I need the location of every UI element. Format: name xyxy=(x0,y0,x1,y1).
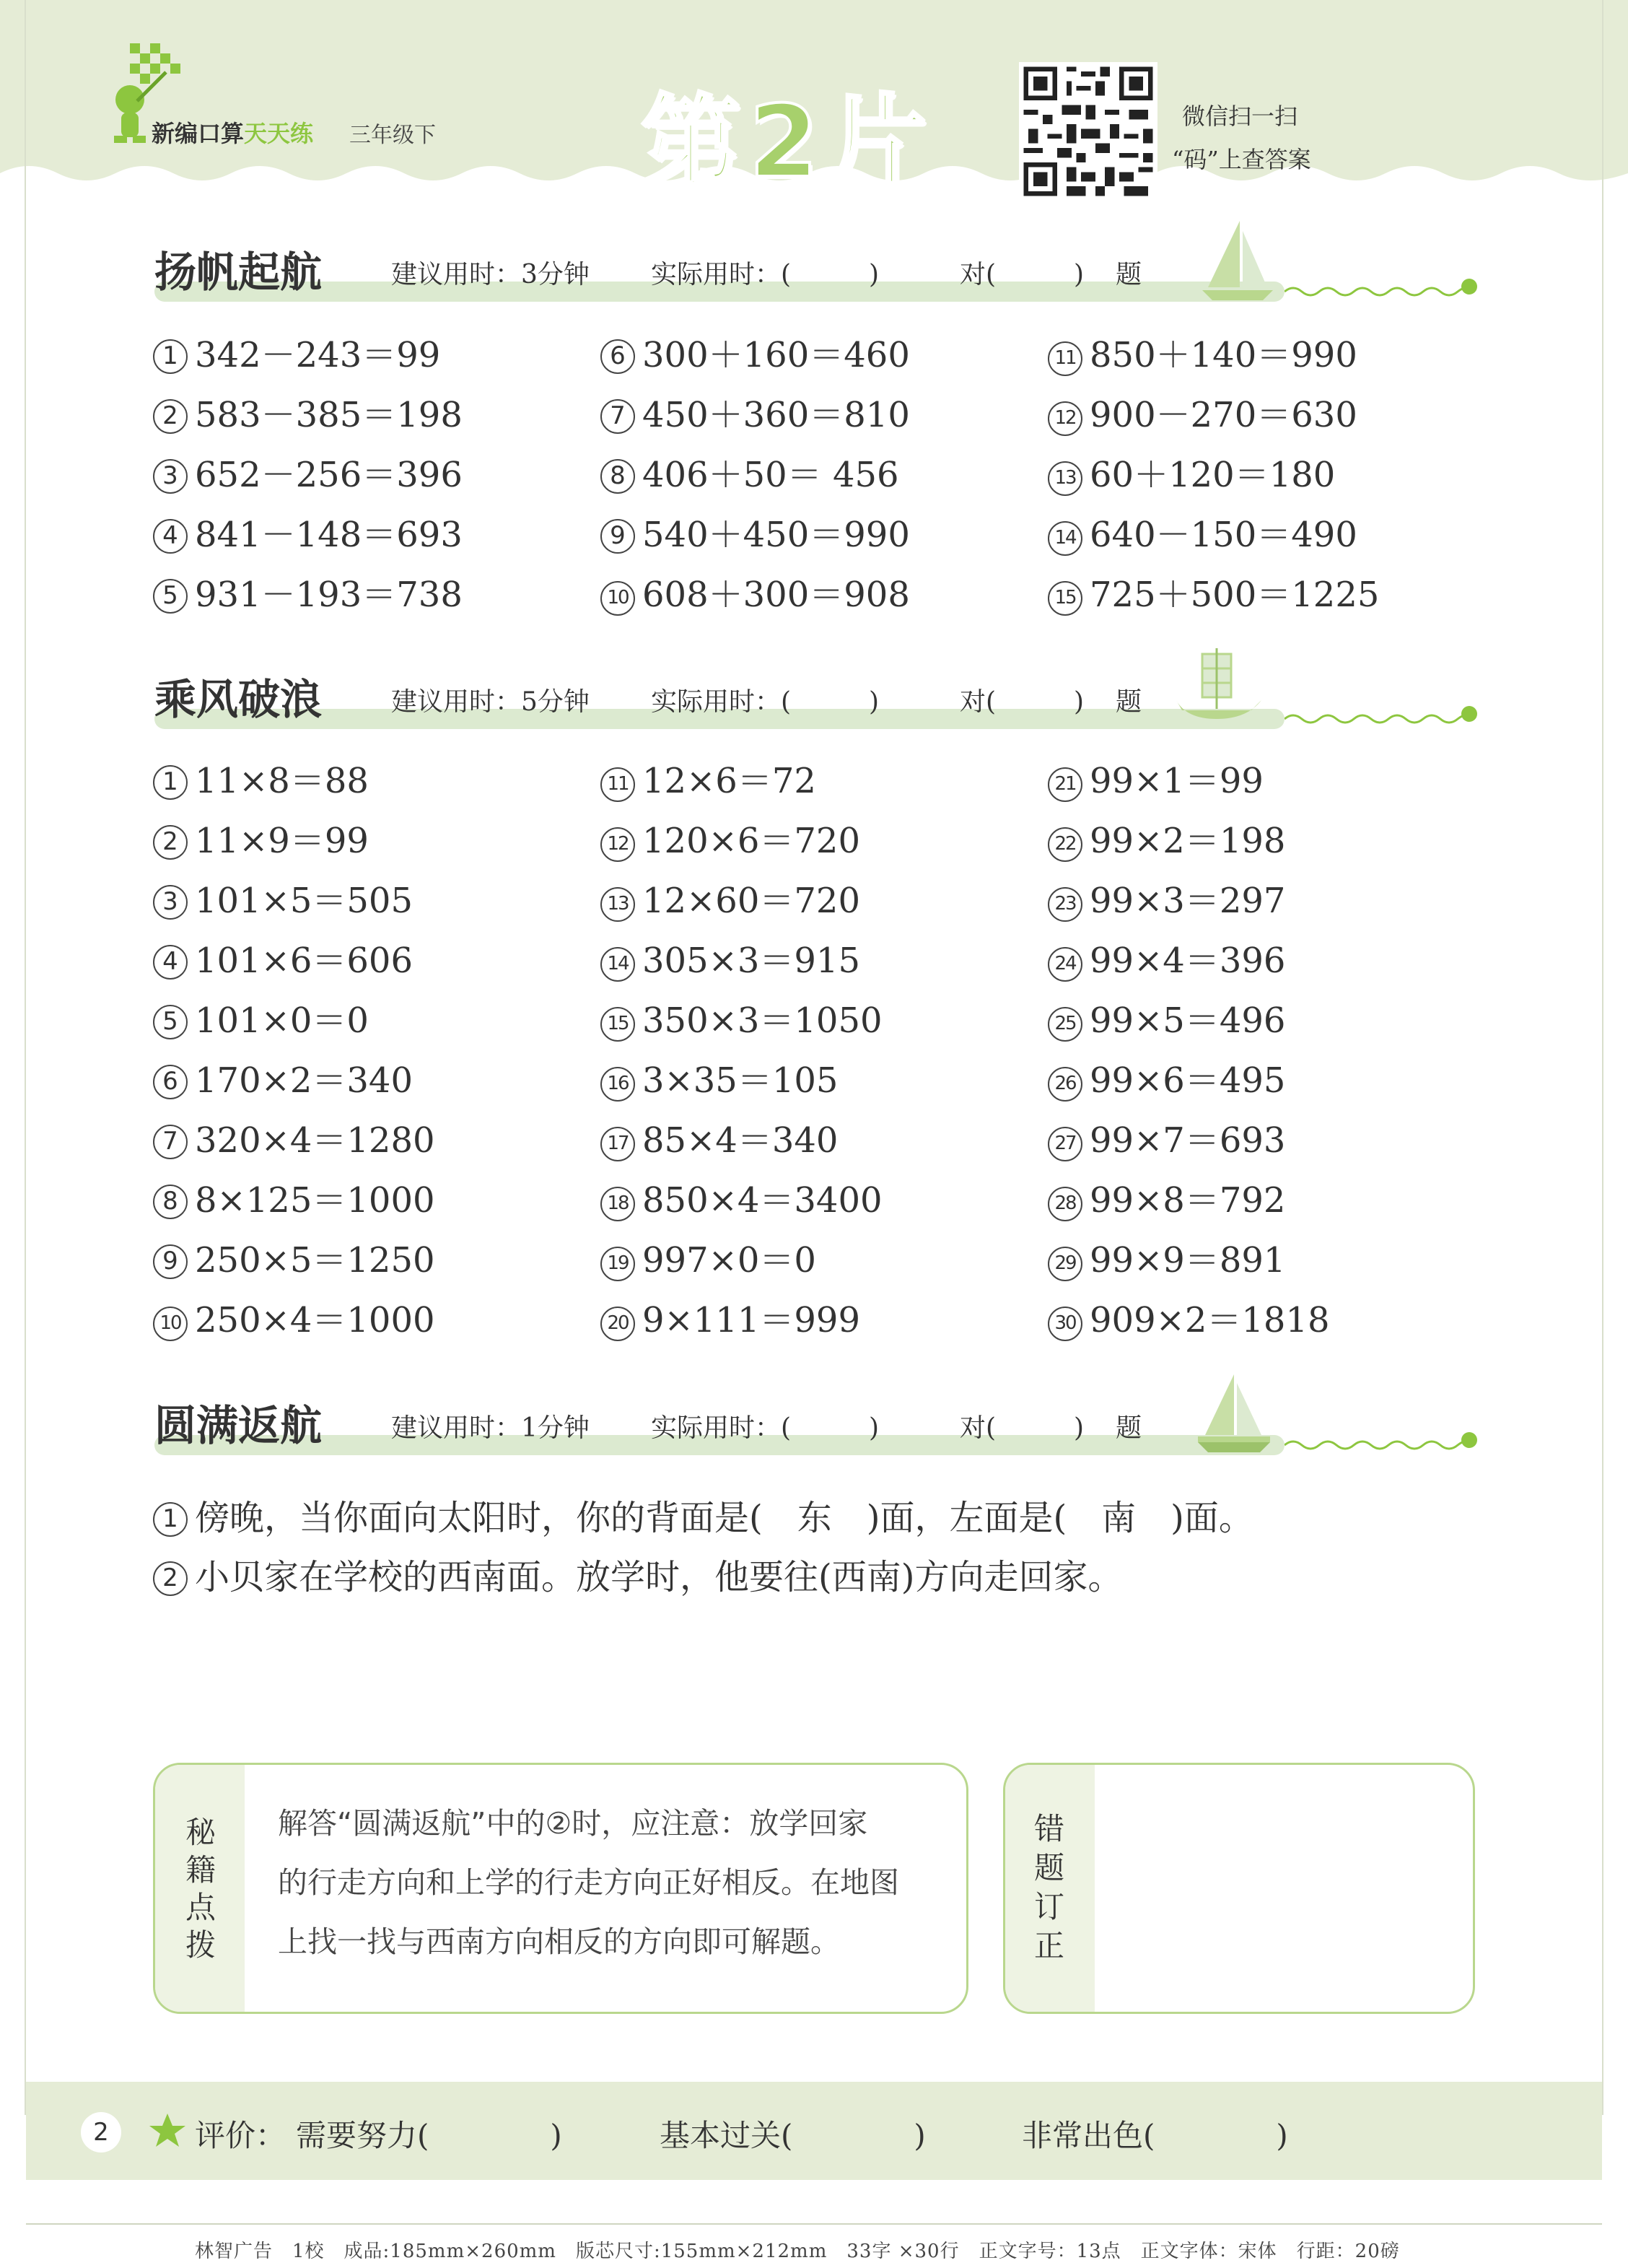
problem-expression: 11×8＝88 xyxy=(195,761,369,801)
problem-expression: 406＋50＝ 456 xyxy=(642,455,899,495)
problem-number: 8 xyxy=(153,1185,188,1219)
section-header-3 xyxy=(152,1392,1472,1464)
problem-number: 3 xyxy=(153,885,188,920)
problem-number: 8 xyxy=(600,459,635,494)
problem-item xyxy=(153,515,463,555)
tips-line: 上找一找与西南方向相反的方向即可解题。 xyxy=(278,1924,840,1959)
problem-expression: 583－385＝198 xyxy=(195,395,463,435)
actual-time-field[interactable]: 实际用时：( ) xyxy=(651,1413,880,1443)
word-problem-2 xyxy=(153,1549,1122,1599)
problem-expression: 99×1＝99 xyxy=(1090,761,1264,801)
problem-expression: 101×5＝505 xyxy=(195,881,413,921)
brand-part1: 新编口算 xyxy=(152,120,245,147)
problem-number: 7 xyxy=(153,1125,188,1159)
actual-time-field[interactable]: 实际用时：( ) xyxy=(651,687,880,717)
section-title: 圆满返航 xyxy=(154,1401,323,1450)
eval-option-basic-pass[interactable]: 基本过关( ) xyxy=(660,2118,926,2153)
bottom-divider xyxy=(26,2223,1602,2225)
tips-line: 解答“圆满返航”中的②时，应注意：放学回家 xyxy=(278,1806,868,1841)
evaluation-label: 评价： xyxy=(195,2118,286,2153)
problem-item xyxy=(153,821,369,861)
star-icon xyxy=(147,2111,188,2151)
problem-item xyxy=(153,1000,369,1041)
section-header-2 xyxy=(152,666,1472,738)
problem-item xyxy=(600,761,816,802)
problem-expression: 342－243＝99 xyxy=(195,335,441,375)
problem-expression: 101×6＝606 xyxy=(195,941,413,981)
tips-text xyxy=(278,1794,956,1971)
problem-expression: 99×5＝496 xyxy=(1090,1000,1286,1041)
problem-number: 11 xyxy=(1048,341,1082,376)
problem-number: 16 xyxy=(600,1067,635,1102)
problem-text: 傍晚，当你面向太阳时，你的背面是( 东 )面，左面是( 南 )面。 xyxy=(195,1498,1253,1538)
problem-item xyxy=(1048,761,1264,802)
wave-line-decoration xyxy=(1285,273,1479,302)
problem-expression: 99×9＝891 xyxy=(1090,1240,1286,1281)
sailboat-icon xyxy=(1191,1370,1277,1457)
problem-item xyxy=(600,515,910,555)
problem-number: 1 xyxy=(153,765,188,800)
problem-number: 27 xyxy=(1048,1127,1082,1161)
qr-hint-line1: 微信扫一扫 xyxy=(1182,103,1298,130)
problem-item xyxy=(1048,941,1285,982)
problem-item xyxy=(153,1060,413,1101)
problem-number: 23 xyxy=(1048,887,1082,922)
problem-expression: 3×35＝105 xyxy=(642,1060,839,1101)
problem-expression: 250×4＝1000 xyxy=(195,1300,435,1340)
problem-expression: 11×9＝99 xyxy=(195,821,369,861)
problem-item xyxy=(1048,335,1357,376)
problem-item xyxy=(1048,821,1285,862)
problem-number: 18 xyxy=(600,1187,635,1221)
problem-number: 22 xyxy=(1048,827,1082,862)
problem-number: 1 xyxy=(153,339,188,374)
problem-number: 1 xyxy=(153,1502,188,1537)
suggested-time: 建议用时：5分钟 xyxy=(391,687,590,717)
problem-number: 2 xyxy=(153,1561,188,1596)
problem-expression: 8×125＝1000 xyxy=(195,1180,435,1221)
problem-expression: 850＋140＝990 xyxy=(1090,335,1357,375)
problem-item xyxy=(153,575,463,615)
problem-item xyxy=(1048,575,1379,616)
problem-item xyxy=(600,1120,838,1161)
problem-number: 3 xyxy=(153,459,188,494)
problem-item xyxy=(1048,1240,1285,1281)
problem-item xyxy=(153,1240,435,1281)
grade-label: 三年级下 xyxy=(349,123,436,148)
qr-code-icon[interactable] xyxy=(1019,62,1157,201)
problem-number: 17 xyxy=(600,1127,635,1161)
page-number: 2 xyxy=(81,2112,121,2153)
problem-item xyxy=(600,1060,838,1102)
problem-item xyxy=(600,821,860,862)
problem-number: 10 xyxy=(600,581,635,616)
problem-number: 2 xyxy=(153,399,188,434)
suggested-time: 建议用时：3分钟 xyxy=(391,260,590,289)
problem-number: 2 xyxy=(153,825,188,860)
problem-expression: 101×0＝0 xyxy=(195,1000,369,1041)
problem-expression: 931－193＝738 xyxy=(195,575,463,615)
tips-line: 的行走方向和上学的行走方向正好相反。在地图 xyxy=(278,1865,899,1900)
page-title: 第2片 xyxy=(641,84,936,200)
problem-item xyxy=(1048,395,1357,436)
problem-expression: 250×5＝1250 xyxy=(195,1240,435,1281)
problem-item xyxy=(1048,1000,1285,1042)
qr-hint-line2: “码”上查答案 xyxy=(1172,146,1311,173)
problem-number: 9 xyxy=(600,519,635,554)
wave-line-decoration xyxy=(1285,700,1479,729)
word-problem-1 xyxy=(153,1490,1253,1540)
problem-expression: 99×2＝198 xyxy=(1090,821,1286,861)
problem-number: 24 xyxy=(1048,947,1082,982)
problem-expression: 85×4＝340 xyxy=(642,1120,839,1161)
sailboat-icon xyxy=(1198,217,1277,303)
problem-number: 9 xyxy=(153,1244,188,1279)
problem-expression: 640－150＝490 xyxy=(1090,515,1357,555)
tips-box xyxy=(153,1763,968,2014)
problem-expression: 608＋300＝908 xyxy=(642,575,910,615)
actual-time-field[interactable]: 实际用时：( ) xyxy=(651,260,880,289)
problem-number: 5 xyxy=(153,1005,188,1039)
problem-expression: 841－148＝693 xyxy=(195,515,463,555)
problem-number: 15 xyxy=(600,1007,635,1042)
problem-number: 28 xyxy=(1048,1187,1082,1221)
problem-item xyxy=(600,395,910,435)
problem-expression: 300＋160＝460 xyxy=(642,335,910,375)
problem-expression: 99×8＝792 xyxy=(1090,1180,1286,1221)
problem-item xyxy=(600,1180,883,1221)
question-unit: 题 xyxy=(1116,1413,1142,1443)
correct-count-field[interactable]: 对( ) xyxy=(960,260,1085,289)
suggested-time: 建议用时：1分钟 xyxy=(391,1413,590,1443)
problem-item xyxy=(153,455,463,495)
section-dot xyxy=(1461,279,1477,295)
viking-ship-icon xyxy=(1172,644,1266,730)
eval-option-needs-effort[interactable]: 需要努力( ) xyxy=(296,2118,562,2153)
problem-item xyxy=(1048,881,1285,922)
problem-item xyxy=(600,881,860,922)
problem-item xyxy=(153,1180,435,1221)
wave-line-decoration xyxy=(1285,1426,1479,1455)
problem-number: 4 xyxy=(153,945,188,980)
section-dot xyxy=(1461,706,1477,722)
problem-number: 13 xyxy=(1048,461,1082,496)
problem-expression: 450＋360＝810 xyxy=(642,395,910,435)
problem-expression: 99×3＝297 xyxy=(1090,881,1286,921)
problem-number: 20 xyxy=(600,1307,635,1341)
problem-expression: 725＋500＝1225 xyxy=(1090,575,1380,615)
problem-number: 19 xyxy=(600,1247,635,1281)
problem-expression: 909×2＝1818 xyxy=(1090,1300,1330,1340)
problem-item xyxy=(600,1300,860,1341)
problem-expression: 12×60＝720 xyxy=(642,881,860,921)
print-info: 林智广告 1校 成品:185mm×260mm 版芯尺寸:155mm×212mm 33字 ×30行 正文字号：13点 正文字体：宋体 行距：20磅 xyxy=(195,2241,1400,2262)
tips-label: 秘籍点拨 xyxy=(185,1815,216,1963)
problem-number: 10 xyxy=(153,1307,188,1341)
correct-count-field[interactable]: 对( ) xyxy=(960,687,1085,717)
problem-item xyxy=(600,1000,883,1042)
problem-expression: 900－270＝630 xyxy=(1090,395,1357,435)
problem-expression: 99×6＝495 xyxy=(1090,1060,1286,1101)
problem-number: 30 xyxy=(1048,1307,1082,1341)
problem-item xyxy=(1048,455,1335,496)
problem-item xyxy=(1048,1060,1285,1102)
problem-item xyxy=(600,941,860,982)
correct-count-field[interactable]: 对( ) xyxy=(960,1413,1085,1443)
question-unit: 题 xyxy=(1116,260,1142,289)
problem-number: 5 xyxy=(153,579,188,614)
problem-number: 13 xyxy=(600,887,635,922)
problem-item xyxy=(153,335,440,375)
problem-number: 25 xyxy=(1048,1007,1082,1042)
problem-number: 12 xyxy=(1048,401,1082,436)
problem-item xyxy=(1048,515,1357,556)
error-correction-label: 错题订正 xyxy=(1034,1811,1065,1963)
problem-expression: 652－256＝396 xyxy=(195,455,463,495)
problem-expression: 60＋120＝180 xyxy=(1090,455,1336,495)
problem-expression: 850×4＝3400 xyxy=(642,1180,883,1221)
problem-item xyxy=(153,881,413,921)
problem-expression: 350×3＝1050 xyxy=(642,1000,883,1041)
problem-item xyxy=(153,395,463,435)
problem-item xyxy=(1048,1180,1285,1221)
problem-number: 29 xyxy=(1048,1247,1082,1281)
problem-number: 12 xyxy=(600,827,635,862)
problem-expression: 305×3＝915 xyxy=(642,941,860,981)
problem-expression: 12×6＝72 xyxy=(642,761,816,801)
problem-expression: 320×4＝1280 xyxy=(195,1120,435,1161)
problem-number: 4 xyxy=(153,519,188,554)
question-unit: 题 xyxy=(1116,687,1142,717)
section-title: 扬帆起航 xyxy=(154,248,323,297)
problem-text: 小贝家在学校的西南面。放学时，他要往(西南)方向走回家。 xyxy=(195,1557,1123,1597)
problem-item xyxy=(153,941,413,981)
problem-item xyxy=(1048,1300,1330,1341)
problem-number: 11 xyxy=(600,767,635,802)
error-correction-box[interactable] xyxy=(1003,1763,1475,2014)
problem-item xyxy=(153,1300,435,1341)
problem-number: 26 xyxy=(1048,1067,1082,1102)
problem-number: 15 xyxy=(1048,581,1082,616)
problem-item xyxy=(153,761,369,801)
problem-number: 7 xyxy=(600,399,635,434)
problem-expression: 120×6＝720 xyxy=(642,821,860,861)
brand-part2: 天天练 xyxy=(244,120,314,147)
problem-item xyxy=(153,1120,435,1161)
problem-number: 6 xyxy=(153,1065,188,1099)
problem-item xyxy=(600,335,910,375)
problem-number: 21 xyxy=(1048,767,1082,802)
problem-item xyxy=(600,575,910,616)
section-dot xyxy=(1461,1432,1477,1448)
problem-expression: 99×4＝396 xyxy=(1090,941,1286,981)
problem-expression: 997×0＝0 xyxy=(642,1240,816,1281)
problem-item xyxy=(600,1240,816,1281)
problem-number: 6 xyxy=(600,339,635,374)
section-title: 乘风破浪 xyxy=(154,675,323,724)
brand-name xyxy=(152,115,313,149)
problem-expression: 99×7＝693 xyxy=(1090,1120,1286,1161)
problem-number: 14 xyxy=(1048,521,1082,556)
eval-option-excellent[interactable]: 非常出色( ) xyxy=(1022,2118,1288,2153)
problem-expression: 9×111＝999 xyxy=(642,1300,860,1340)
problem-expression: 540＋450＝990 xyxy=(642,515,910,555)
problem-expression: 170×2＝340 xyxy=(195,1060,413,1101)
problem-number: 14 xyxy=(600,947,635,982)
section-header-1 xyxy=(152,238,1472,310)
problem-item xyxy=(600,455,899,495)
problem-item xyxy=(1048,1120,1285,1161)
